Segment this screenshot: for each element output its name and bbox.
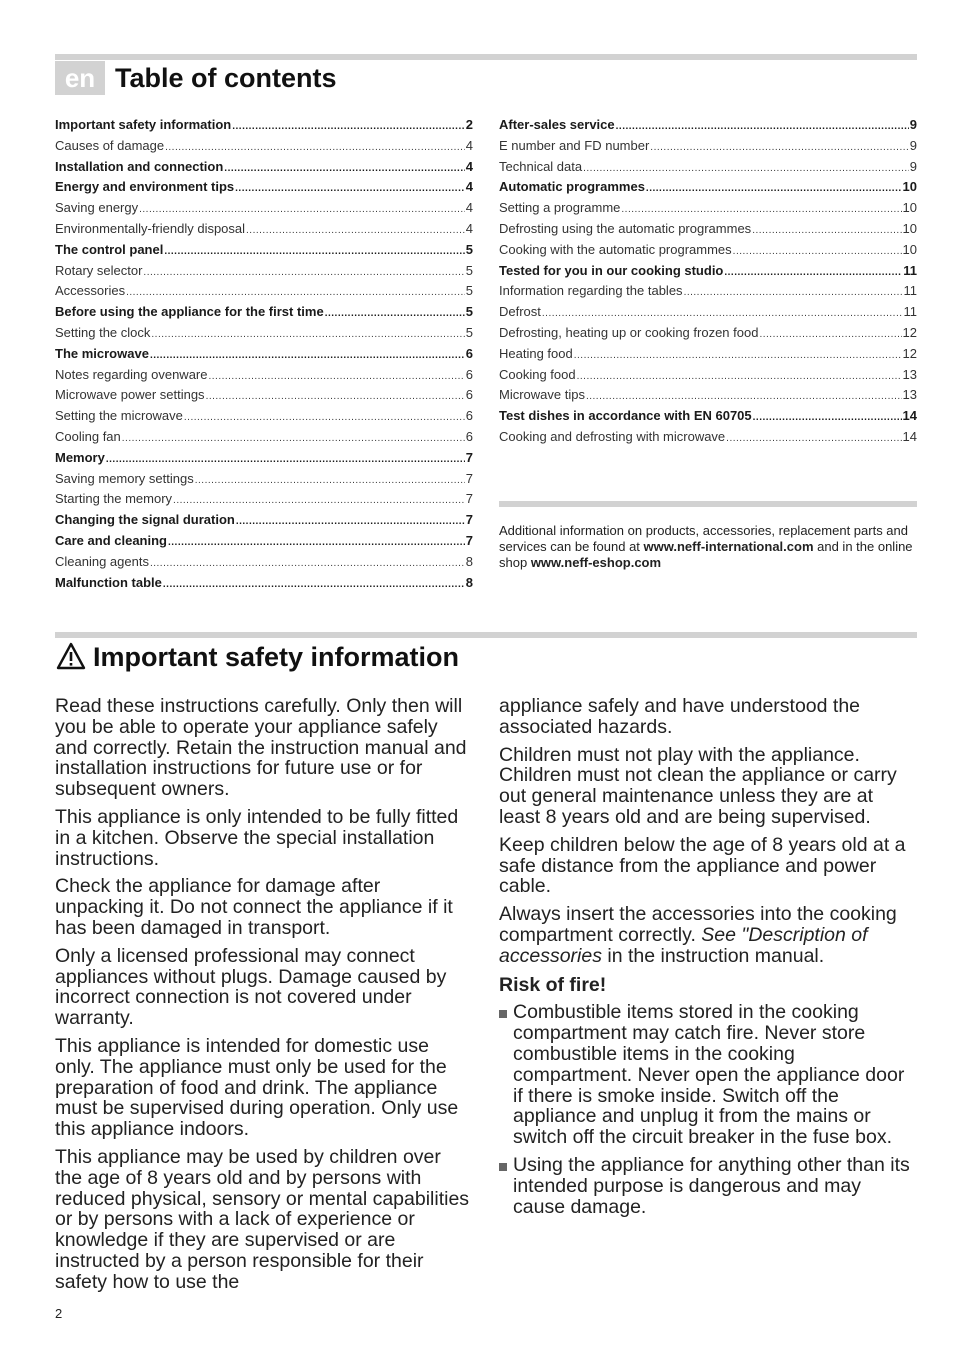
paragraph: Keep children below the age of 8 years old at a safe distance from the appliance and power cable. <box>499 833 906 898</box>
toc-dot-leader <box>173 491 465 510</box>
toc-dot-leader <box>195 471 465 490</box>
toc-dot-leader <box>586 387 902 406</box>
toc-dot-leader <box>126 283 465 302</box>
toc-entry[interactable] <box>499 344 917 365</box>
toc-entry[interactable] <box>55 406 473 427</box>
toc-entry-label: After-sales service <box>499 117 615 132</box>
toc-entry-label: Important safety information <box>55 117 232 132</box>
toc-entry-label: Heating food <box>499 345 573 361</box>
list-item <box>499 1155 917 1217</box>
toc-entry-label: Setting a programme <box>499 200 621 216</box>
toc-dot-leader <box>150 554 465 573</box>
toc-dot-leader <box>232 117 465 136</box>
toc-entry[interactable] <box>499 115 917 136</box>
toc-dot-leader <box>165 138 465 157</box>
toc-entry-page: 7 <box>465 449 473 465</box>
toc-entry-page: 6 <box>465 428 473 444</box>
toc-entry-label: Defrosting using the automatic programmes <box>499 220 752 236</box>
toc-entry-label: Accessories <box>55 283 126 299</box>
toc-dot-leader <box>733 242 902 261</box>
toc-entry-page: 9 <box>909 117 917 132</box>
toc-dot-leader <box>542 304 903 323</box>
toc-entry-label: Setting the clock <box>55 324 151 340</box>
toc-entry-label: Malfunction table <box>55 574 162 590</box>
toc-entry-page: 10 <box>902 220 917 236</box>
toc-entry-page: 5 <box>465 324 473 340</box>
toc-entry[interactable] <box>55 115 473 136</box>
toc-entry-page: 11 <box>903 283 917 299</box>
toc-dot-leader <box>122 429 465 448</box>
toc-dot-leader <box>583 159 909 178</box>
toc-dot-leader <box>574 346 902 365</box>
toc-entry[interactable] <box>499 365 917 386</box>
bullet-text: Combustible items stored in the cooking compartment may catch fire. Never store combustible items in the cooking compartment. Never open the appliance door if there is smoke inside. Switch off the appliance and unplug it from the mains or switch off the circuit breaker in the fuse box. <box>513 1001 905 1149</box>
toc-entry[interactable] <box>55 302 473 323</box>
toc-dot-leader <box>650 138 908 157</box>
toc-entry[interactable] <box>499 219 917 240</box>
toc-entry-label: Cooking and defrosting with microwave <box>499 428 726 444</box>
link-neff-eshop[interactable]: www.neff-eshop.com <box>530 555 662 570</box>
toc-entry[interactable] <box>55 136 473 157</box>
toc-entry-label: Notes regarding ovenware <box>55 366 208 382</box>
risk-of-fire-heading: Risk of fire! <box>499 973 607 996</box>
toc-entry-page: 5 <box>465 283 473 299</box>
toc-entry-page: 6 <box>465 366 473 382</box>
toc-dot-leader <box>726 429 901 448</box>
toc-entry-page: 8 <box>465 553 473 569</box>
toc-dot-leader <box>163 575 465 594</box>
toc-entry-page: 8 <box>465 574 473 590</box>
paragraph: Read these instructions carefully. Only then will you be able to operate your appliance safely and correctly. Retain the instruction manual and installation instructions for future use or for subsequent owners. <box>55 695 467 801</box>
paragraph: This appliance is only intended to be fully fitted in a kitchen. Observe the special installation instructions. <box>55 805 459 870</box>
section-rule <box>55 632 917 638</box>
toc-entry-label: Defrosting, heating up or cooking frozen food <box>499 324 759 340</box>
toc-dot-leader <box>621 200 901 219</box>
toc-dot-leader <box>168 533 465 552</box>
toc-entry[interactable] <box>499 323 917 344</box>
toc-entry[interactable] <box>499 198 917 219</box>
toc-entry-page: 12 <box>902 324 917 340</box>
toc-dot-leader <box>235 179 465 198</box>
toc-entry[interactable] <box>55 198 473 219</box>
paragraph: Always insert the accessories into the cooking compartment correctly. See "Description of accessories in the instruction manual. <box>499 903 897 967</box>
bullet-text: Using the appliance for anything other than its intended purpose is dangerous and may cause damage. <box>513 1153 910 1218</box>
toc-entry[interactable] <box>55 177 473 198</box>
toc-left-column <box>55 115 473 593</box>
toc-dot-leader <box>164 242 464 261</box>
toc-entry-label: The control panel <box>55 241 164 257</box>
toc-entry-label: Tested for you in our cooking studio <box>499 262 724 278</box>
fire-bullet-list <box>499 1002 917 1217</box>
toc-entry[interactable] <box>55 323 473 344</box>
paragraph: This appliance is intended for domestic use only. The appliance must only be used for the preparation of food and drink. The appliance must be supervised during operation. Only use this appliance indoors. <box>55 1034 459 1141</box>
toc-entry-label: Changing the signal duration <box>55 512 235 528</box>
safety-right-column <box>499 696 917 1224</box>
toc-dot-leader <box>236 512 465 531</box>
toc-entry[interactable] <box>55 489 473 510</box>
toc-dot-leader <box>616 117 909 136</box>
toc-entry-label: Defrost <box>499 304 541 320</box>
toc-entry[interactable] <box>499 261 917 282</box>
toc-entry-label: Saving energy <box>55 200 139 216</box>
toc-entry-label: Cooking with the automatic programmes <box>499 241 732 257</box>
warning-triangle-icon <box>56 641 86 671</box>
toc-entry-page: 4 <box>465 220 473 236</box>
toc-entry[interactable] <box>55 469 473 490</box>
toc-dot-leader <box>106 450 465 469</box>
toc-dot-leader <box>139 200 465 219</box>
toc-entry[interactable] <box>499 302 917 323</box>
toc-entry[interactable] <box>55 552 473 573</box>
toc-entry-label: Rotary selector <box>55 262 143 278</box>
toc-entry-label: Technical data <box>499 158 583 174</box>
toc-entry-label: Microwave tips <box>499 387 585 403</box>
paragraph: Check the appliance for damage after unpacking it. Do not connect the appliance if it has been damaged in transport. <box>55 875 453 939</box>
toc-dot-leader <box>646 179 902 198</box>
toc-dot-leader <box>753 408 902 427</box>
toc-entry-page: 4 <box>465 179 473 195</box>
toc-entry-label: Cleaning agents <box>55 553 149 569</box>
toc-dot-leader <box>724 263 902 282</box>
toc-entry-page: 7 <box>465 512 473 528</box>
toc-entry-page: 12 <box>902 345 917 361</box>
toc-entry-page: 7 <box>465 532 473 548</box>
paragraph: Only a licensed professional may connect appliances without plugs. Damage caused by incorrect connection is not covered under warranty. <box>55 944 447 1030</box>
toc-entry-label: Saving memory settings <box>55 470 194 486</box>
toc-dot-leader <box>206 387 465 406</box>
toc-entry-label: Cooling fan <box>55 428 121 444</box>
toc-entry-label: E number and FD number <box>499 137 650 153</box>
page-title: Table of contents <box>115 63 337 93</box>
toc-entry-label: Setting the microwave <box>55 408 183 424</box>
toc-entry-label: Before using the appliance for the first time <box>55 304 324 320</box>
toc-entry[interactable] <box>499 177 917 198</box>
toc-entry[interactable] <box>55 219 473 240</box>
paragraph: Children must not play with the appliance. Children must not clean the appliance or carry out general maintenance unless they are at least 8 years old and are being supervised. <box>499 743 897 828</box>
toc-entry[interactable] <box>499 281 917 302</box>
toc-dot-leader <box>224 159 464 178</box>
toc-entry[interactable] <box>55 385 473 406</box>
toc-entry-page: 2 <box>465 117 473 132</box>
toc-entry-page: 13 <box>902 366 917 382</box>
toc-entry-page: 6 <box>465 345 473 361</box>
toc-entry[interactable] <box>55 157 473 178</box>
note-rule <box>499 501 917 507</box>
toc-dot-leader <box>184 408 465 427</box>
toc-entry[interactable] <box>499 136 917 157</box>
toc-entry-label: Microwave power settings <box>55 387 205 403</box>
toc-entry-page: 9 <box>909 137 917 153</box>
toc-dot-leader <box>151 325 464 344</box>
toc-entry[interactable] <box>55 531 473 552</box>
toc-entry-label: The microwave <box>55 345 149 361</box>
toc-entry-page: 5 <box>465 262 473 278</box>
toc-entry[interactable] <box>499 406 917 427</box>
paragraph: This appliance may be used by children over the age of 8 years old and by persons with reduced physical, sensory or mental capabilities or by persons with a lack of experience or knowledge if they are supervised or are instructed by a person responsible for their safety how to use the <box>55 1145 470 1293</box>
toc-entry-page: 14 <box>902 408 917 424</box>
toc-entry-page: 7 <box>465 491 473 507</box>
list-item <box>499 1002 917 1148</box>
toc-entry-page: 4 <box>465 137 473 153</box>
toc-entry-page: 6 <box>465 387 473 403</box>
additional-info-note: Additional information on products, accessories, replacement parts and services can be found at www.neff-international.com and in the online shop www.neff-eshop.com <box>499 523 913 570</box>
toc-entry[interactable] <box>55 281 473 302</box>
toc-entry[interactable] <box>55 427 473 448</box>
toc-entry-label: Care and cleaning <box>55 532 167 548</box>
toc-entry[interactable] <box>499 385 917 406</box>
toc-dot-leader <box>577 367 902 386</box>
toc-entry-label: Installation and connection <box>55 158 224 174</box>
toc-dot-leader <box>246 221 465 240</box>
toc-entry-page: 6 <box>465 408 473 424</box>
bullet-square-icon <box>499 1155 513 1217</box>
toc-entry[interactable] <box>55 240 473 261</box>
cross-reference: See "Description of accessories <box>499 923 868 967</box>
toc-entry[interactable] <box>55 448 473 469</box>
toc-entry-page: 10 <box>902 200 917 216</box>
top-rule <box>55 54 917 60</box>
toc-entry-page: 11 <box>903 262 917 278</box>
paragraph: appliance safely and have understood the associated hazards. <box>499 695 861 738</box>
toc-dot-leader <box>208 367 464 386</box>
toc-entry-page: 11 <box>903 304 917 320</box>
toc-entry-page: 4 <box>465 158 473 174</box>
toc-entry-page: 7 <box>465 470 473 486</box>
toc-entry-label: Causes of damage <box>55 137 165 153</box>
toc-entry[interactable] <box>55 261 473 282</box>
page-number: 2 <box>55 1306 63 1321</box>
toc-entry-label: Energy and environment tips <box>55 179 235 195</box>
toc-right-column <box>499 115 917 448</box>
toc-entry-label: Test dishes in accordance with EN 60705 <box>499 408 752 424</box>
safety-left-column <box>55 696 473 1300</box>
bullet-square-icon <box>499 1002 513 1148</box>
toc-dot-leader <box>150 346 465 365</box>
toc-entry-page: 9 <box>909 158 917 174</box>
toc-entry-page: 4 <box>465 200 473 216</box>
toc-dot-leader <box>752 221 901 240</box>
toc-dot-leader <box>759 325 901 344</box>
toc-entry-label: Memory <box>55 449 105 465</box>
toc-entry-page: 5 <box>465 304 473 320</box>
toc-dot-leader <box>143 263 464 282</box>
toc-entry-label: Starting the memory <box>55 491 173 507</box>
toc-entry-label: Environmentally-friendly disposal <box>55 220 246 236</box>
toc-entry-label: Information regarding the tables <box>499 283 683 299</box>
toc-entry[interactable] <box>55 510 473 531</box>
toc-entry-label: Cooking food <box>499 366 576 382</box>
toc-entry[interactable] <box>499 240 917 261</box>
toc-entry-page: 14 <box>902 428 917 444</box>
toc-entry[interactable] <box>499 157 917 178</box>
toc-entry-page: 5 <box>465 241 473 257</box>
toc-entry-page: 10 <box>902 179 917 195</box>
toc-entry[interactable] <box>499 427 917 448</box>
toc-dot-leader <box>684 283 903 302</box>
toc-entry[interactable] <box>55 344 473 365</box>
language-badge: en <box>55 61 105 95</box>
toc-entry-page: 13 <box>902 387 917 403</box>
toc-dot-leader <box>325 304 465 323</box>
link-neff-international[interactable]: www.neff-international.com <box>643 539 814 554</box>
safety-heading: Important safety information <box>93 642 460 672</box>
toc-entry[interactable] <box>55 365 473 386</box>
toc-entry-label: Automatic programmes <box>499 179 645 195</box>
toc-entry[interactable] <box>55 573 473 594</box>
toc-entry-page: 10 <box>902 241 917 257</box>
